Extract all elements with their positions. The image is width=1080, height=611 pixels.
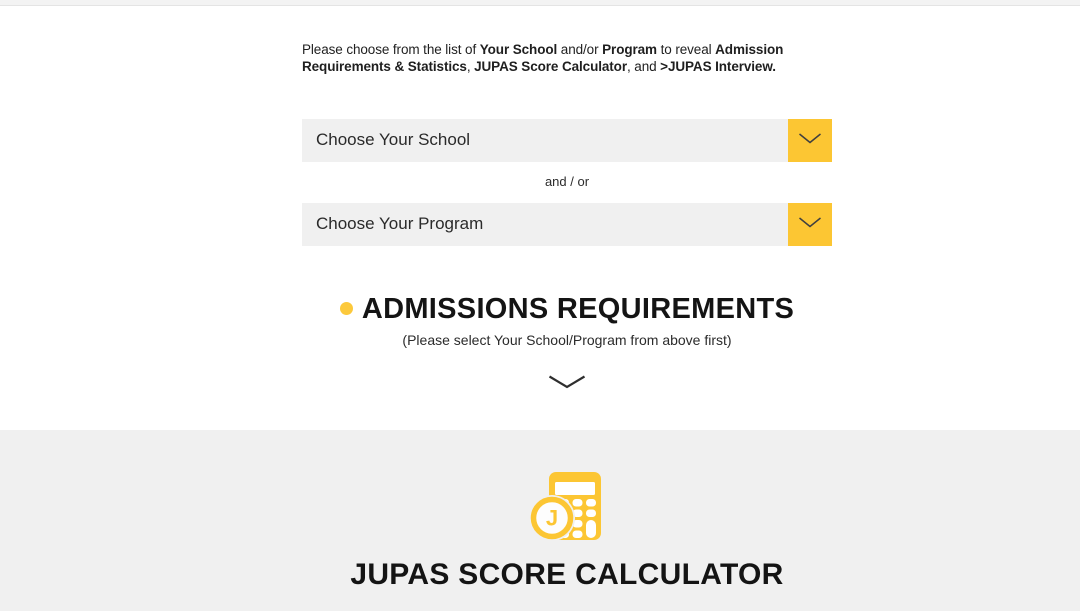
expand-section-control[interactable] [302,374,832,395]
school-select[interactable] [302,119,832,162]
intro-line-2: Requirements & Statistics, JUPAS Score Calculator, and >JUPAS Interview. [302,58,776,74]
coin-letter: J [545,505,559,531]
admissions-requirements-section [302,292,832,348]
program-dropdown-button[interactable] [788,203,832,246]
chevron-down-icon [798,131,822,149]
program-select-label: Choose Your Program [316,214,484,233]
chevron-down-icon [798,215,822,233]
chevron-down-icon[interactable] [547,377,587,394]
jupas-score-calculator-title: JUPAS SCORE CALCULATOR [350,558,784,591]
school-select-label: Choose Your School [316,130,471,149]
program-select[interactable] [302,203,832,246]
bullet-icon [340,302,353,315]
admissions-requirements-title: ADMISSIONS REQUIREMENTS [361,292,795,325]
intro-text [302,20,832,75]
calculator-icon [302,470,832,542]
intro-line-1: Please choose from the list of Your School and/or Program to reveal Admission [302,41,784,57]
main-section [0,6,1080,430]
school-dropdown-button[interactable] [788,119,832,162]
admissions-subtitle: (Please select Your School/Program from above first) [402,331,732,348]
jupas-calculator-section [0,430,1080,611]
and-or-separator: and / or [544,173,590,189]
